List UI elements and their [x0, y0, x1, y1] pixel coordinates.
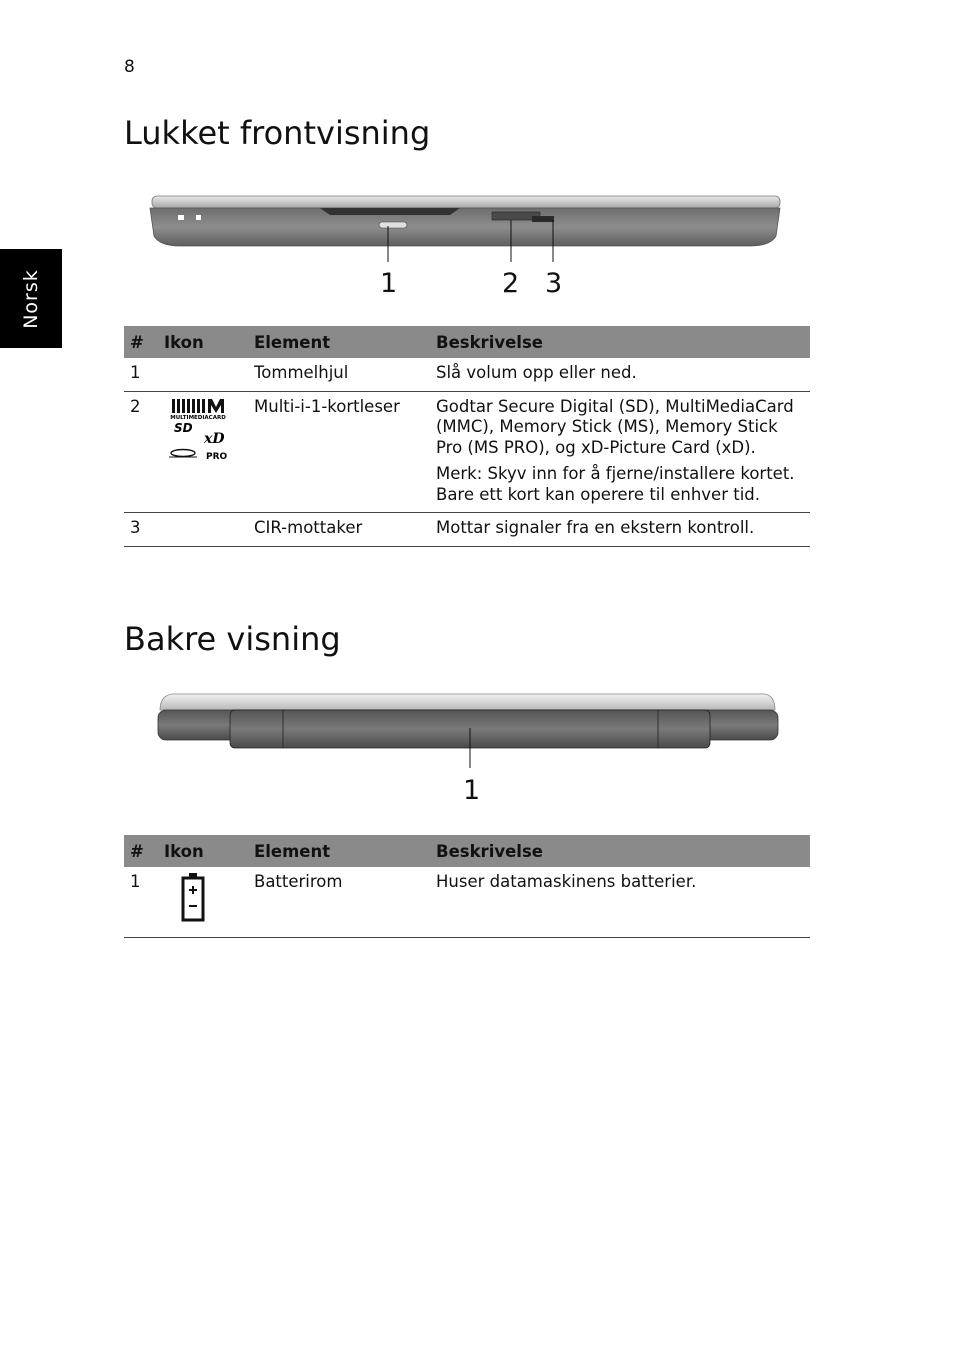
- header-num: #: [124, 835, 158, 867]
- table-row: [124, 867, 810, 937]
- row-description: [430, 391, 810, 513]
- callout-2: 2: [502, 268, 520, 299]
- row-description: Huser datamaskinens batterier.: [430, 867, 810, 937]
- section-title-front: Lukket frontvisning: [124, 114, 431, 152]
- table-header-row: [124, 326, 810, 358]
- header-description: Beskrivelse: [430, 835, 810, 867]
- header-description: Beskrivelse: [430, 326, 810, 358]
- language-tab-label: Norsk: [20, 269, 42, 329]
- note-text: Skyv inn for å fjerne/installere kortet. Bare ett kort kan operere til enhver tid.: [436, 464, 795, 504]
- page-number: 8: [124, 57, 135, 77]
- note-label: Merk:: [436, 464, 483, 483]
- svg-text:xD: xD: [204, 430, 225, 447]
- row-num: 3: [124, 513, 158, 547]
- callout-1-rear: 1: [463, 775, 481, 806]
- row-description: Mottar signaler fra en ekstern kontroll.: [430, 513, 810, 547]
- callout-1: 1: [380, 268, 398, 299]
- svg-text:PRO: PRO: [206, 451, 228, 462]
- front-view-table: [124, 326, 810, 547]
- row-element: Tommelhjul: [248, 358, 430, 391]
- row-num: 1: [124, 358, 158, 391]
- laptop-rear-view-image: [150, 688, 785, 768]
- language-tab: [0, 249, 62, 348]
- row-element: CIR-mottaker: [248, 513, 430, 547]
- callout-3: 3: [545, 268, 563, 299]
- header-element: Element: [248, 326, 430, 358]
- rear-view-table: [124, 835, 810, 938]
- row-note: [436, 464, 804, 505]
- table-row: [124, 391, 810, 513]
- row-icon: [158, 358, 248, 391]
- battery-icon: [164, 872, 224, 924]
- header-icon: Ikon: [158, 326, 248, 358]
- card-reader-logos-icon: [164, 397, 234, 463]
- row-element: Multi-i-1-kortleser: [248, 391, 430, 513]
- row-num: 2: [124, 391, 158, 513]
- section-title-rear: Bakre visning: [124, 620, 341, 658]
- row-icon: [158, 513, 248, 547]
- svg-text:MULTIMEDIACARD: MULTIMEDIACARD: [170, 414, 226, 421]
- header-element: Element: [248, 835, 430, 867]
- table-header-row: [124, 835, 810, 867]
- row-icon: [158, 867, 248, 937]
- row-element: Batterirom: [248, 867, 430, 937]
- table-row: [124, 358, 810, 391]
- row-icon: [158, 391, 248, 513]
- header-icon: Ikon: [158, 835, 248, 867]
- table-row: [124, 513, 810, 547]
- row-num: 1: [124, 867, 158, 937]
- row-description-text: Godtar Secure Digital (SD), MultiMediaCard (MMC), Memory Stick (MS), Memory Stick Pro (MS PRO), og xD-Picture Card (xD).: [436, 396, 794, 457]
- row-description: Slå volum opp eller ned.: [430, 358, 810, 391]
- svg-text:SD: SD: [174, 420, 193, 435]
- header-num: #: [124, 326, 158, 358]
- laptop-front-view-image: [140, 190, 790, 270]
